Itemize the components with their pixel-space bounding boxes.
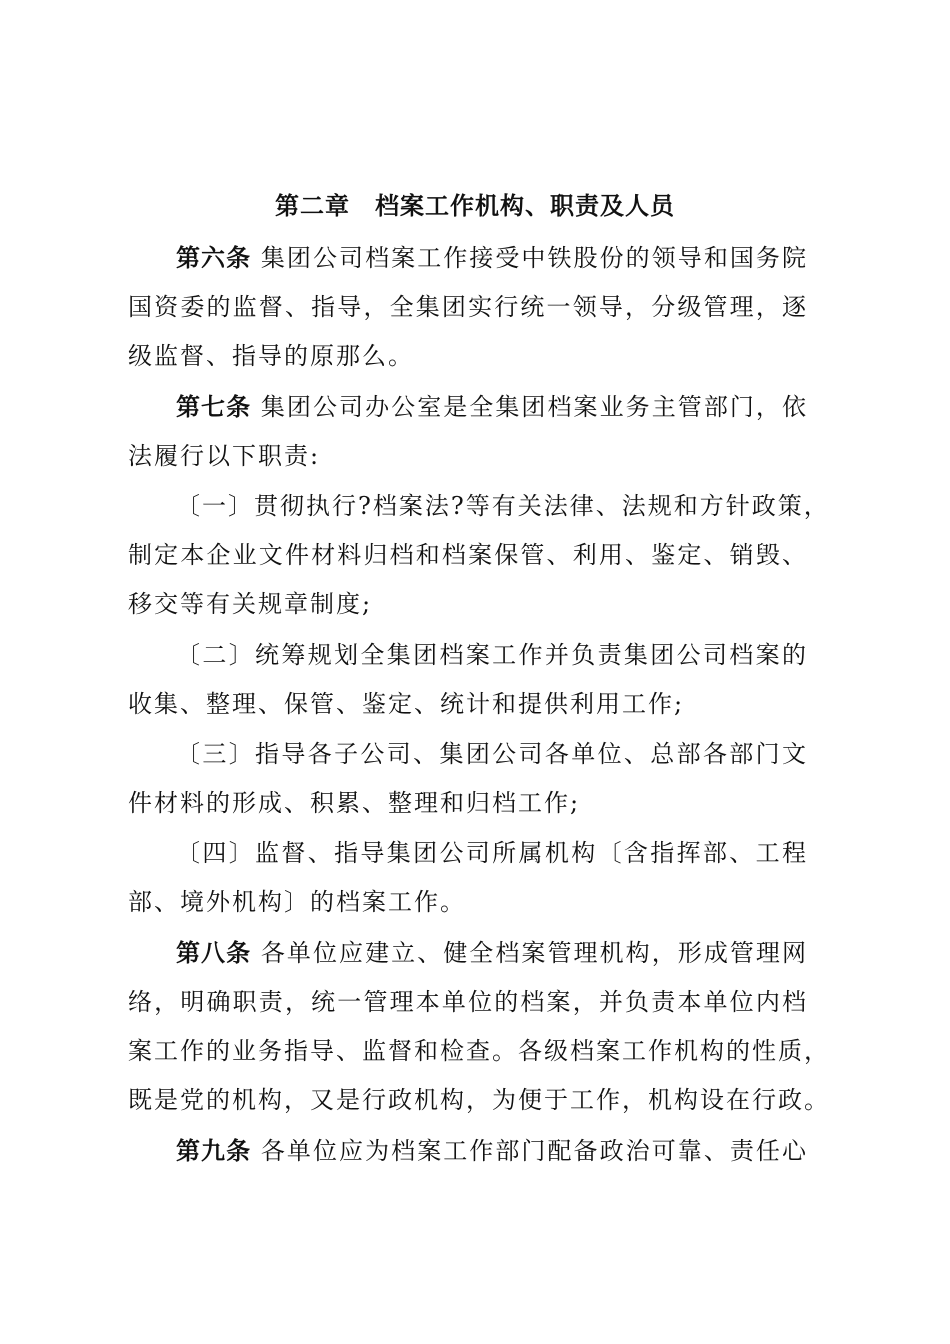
article-8-line-1 [176,933,808,973]
article-8-text-1: 各单位应建立、健全档案管理机构，形成管理网 [260,939,808,967]
item-1-line-3: 移交等有关规章制度; [128,590,373,618]
article-6-line-3: 级监督、指导的原那么。 [128,342,414,370]
article-8-line-2: 络，明确职责，统一管理本单位的档案，并负责本单位内档 [128,988,808,1016]
article-7-line-2: 法履行以下职责: [128,442,321,470]
article-9-text-1: 各单位应为档案工作部门配备政治可靠、责任心 [260,1137,808,1165]
article-6-line-2: 国资委的监督、指导，全集团实行统一领导，分级管理，逐 [128,293,808,321]
item-3-line-1: 〔三〕指导各子公司、集团公司各单位、总部各部门文 [176,740,808,768]
item-1-line-2: 制定本企业文件材料归档和档案保管、利用、鉴定、销毁、 [128,541,808,569]
article-9-line-1 [176,1131,808,1171]
article-6-line-1 [176,238,808,278]
article-8-line-3: 案工作的业务指导、监督和检查。各级档案工作机构的性质， [128,1037,830,1065]
item-2-line-1: 〔二〕统筹规划全集团档案工作并负责集团公司档案的 [176,641,808,669]
article-6-label: 第六条 [176,244,252,272]
article-8-label: 第八条 [176,939,252,967]
article-7-line-1 [176,387,808,427]
item-1-line-1: 〔一〕贯彻执行?档案法?等有关法律、法规和方针政策， [176,492,830,520]
chapter-title: 第二章 档案工作机构、职责及人员 [275,192,675,220]
article-7-text-1: 集团公司办公室是全集团档案业务主管部门，依 [260,393,808,421]
article-8-line-4: 既是党的机构，又是行政机构，为便于工作，机构设在行政。 [128,1086,830,1114]
article-6-text-1: 集团公司档案工作接受中铁股份的领导和国务院 [260,244,808,272]
article-7-label: 第七条 [176,393,252,421]
item-4-line-2: 部、境外机构〕的档案工作。 [128,888,466,916]
item-4-line-1: 〔四〕监督、指导集团公司所属机构〔含指挥部、工程 [176,839,808,867]
article-9-label: 第九条 [176,1137,252,1165]
item-3-line-2: 件材料的形成、积累、整理和归档工作; [128,789,581,817]
item-2-line-2: 收集、整理、保管、鉴定、统计和提供利用工作; [128,690,685,718]
